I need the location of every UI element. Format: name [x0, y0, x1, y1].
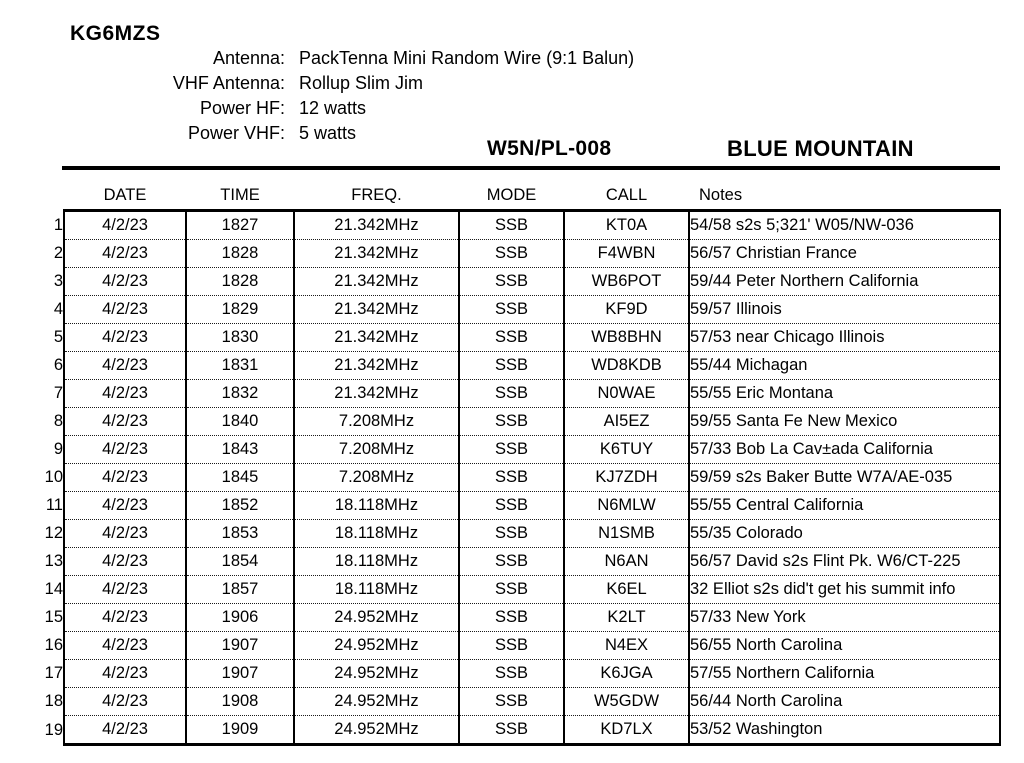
table-row	[28, 660, 1000, 688]
cell-date: 4/2/23	[64, 408, 186, 436]
cell-time: 1853	[186, 520, 294, 548]
row-index: 4	[53, 300, 63, 318]
cell-notes: 59/55 Santa Fe New Mexico	[689, 408, 1000, 436]
station-details	[70, 48, 950, 148]
cell-time: 1827	[186, 211, 294, 240]
cell-call: K2LT	[564, 604, 689, 632]
cell-date: 4/2/23	[64, 548, 186, 576]
cell-freq: 18.118MHz	[294, 548, 459, 576]
cell-time: 1840	[186, 408, 294, 436]
cell-call: WB6POT	[564, 268, 689, 296]
row-index: 6	[53, 356, 63, 374]
cell-date: 4/2/23	[64, 436, 186, 464]
table-row	[28, 464, 1000, 492]
cell-freq: 18.118MHz	[294, 520, 459, 548]
cell-date: 4/2/23	[64, 296, 186, 324]
cell-call: K6EL	[564, 576, 689, 604]
cell-notes: 56/55 North Carolina	[689, 632, 1000, 660]
cell-date: 4/2/23	[64, 688, 186, 716]
cell-freq: 7.208MHz	[294, 464, 459, 492]
cell-freq: 24.952MHz	[294, 660, 459, 688]
cell-date: 4/2/23	[64, 604, 186, 632]
cell-freq: 21.342MHz	[294, 380, 459, 408]
cell-freq: 21.342MHz	[294, 296, 459, 324]
cell-notes: 56/57 David s2s Flint Pk. W6/CT-225	[689, 548, 1000, 576]
log-table-container	[28, 182, 1000, 746]
column-header-time: TIME	[220, 186, 260, 204]
row-index: 1	[53, 215, 63, 234]
cell-date: 4/2/23	[64, 352, 186, 380]
cell-date: 4/2/23	[64, 520, 186, 548]
cell-time: 1852	[186, 492, 294, 520]
cell-time: 1854	[186, 548, 294, 576]
table-row	[28, 408, 1000, 436]
cell-date: 4/2/23	[64, 324, 186, 352]
cell-freq: 24.952MHz	[294, 688, 459, 716]
cell-mode: SSB	[459, 464, 564, 492]
cell-time: 1907	[186, 632, 294, 660]
cell-notes: 32 Elliot s2s did't get his summit info	[689, 576, 1000, 604]
table-row	[28, 296, 1000, 324]
table-row	[28, 324, 1000, 352]
cell-date: 4/2/23	[64, 240, 186, 268]
cell-notes: 55/55 Central California	[689, 492, 1000, 520]
power-hf-value: 12 watts	[299, 98, 367, 118]
cell-notes: 54/58 s2s 5;321' W05/NW-036	[689, 211, 1000, 240]
cell-notes: 57/33 New York	[689, 604, 1000, 632]
cell-mode: SSB	[459, 688, 564, 716]
cell-freq: 21.342MHz	[294, 324, 459, 352]
cell-notes: 56/57 Christian France	[689, 240, 1000, 268]
table-body	[28, 211, 1000, 745]
cell-time: 1907	[186, 660, 294, 688]
vhf-antenna-label: VHF Antenna:	[172, 73, 285, 93]
cell-date: 4/2/23	[64, 632, 186, 660]
cell-time: 1845	[186, 464, 294, 492]
cell-freq: 21.342MHz	[294, 352, 459, 380]
cell-call: K6TUY	[564, 436, 689, 464]
cell-mode: SSB	[459, 436, 564, 464]
table-row	[28, 548, 1000, 576]
row-index: 11	[45, 496, 63, 514]
summit-name: BLUE MOUNTAIN	[727, 136, 914, 161]
cell-notes: 59/44 Peter Northern California	[689, 268, 1000, 296]
table-row	[28, 604, 1000, 632]
cell-date: 4/2/23	[64, 380, 186, 408]
table-row	[28, 268, 1000, 296]
cell-time: 1830	[186, 324, 294, 352]
cell-call: KJ7ZDH	[564, 464, 689, 492]
cell-notes: 55/35 Colorado	[689, 520, 1000, 548]
cell-mode: SSB	[459, 240, 564, 268]
cell-call: F4WBN	[564, 240, 689, 268]
cell-freq: 24.952MHz	[294, 632, 459, 660]
cell-date: 4/2/23	[64, 576, 186, 604]
cell-call: KF9D	[564, 296, 689, 324]
vhf-antenna-value: Rollup Slim Jim	[299, 73, 424, 93]
cell-call: N1SMB	[564, 520, 689, 548]
detail-row-power-hf	[70, 98, 950, 123]
table-row	[28, 352, 1000, 380]
cell-time: 1829	[186, 296, 294, 324]
table-row	[28, 716, 1000, 745]
column-header-mode: MODE	[486, 186, 537, 204]
table-row	[28, 520, 1000, 548]
table-header	[28, 182, 1000, 211]
row-index: 13	[44, 552, 63, 570]
page-title: KG6MZS	[70, 22, 161, 45]
cell-mode: SSB	[459, 211, 564, 240]
cell-mode: SSB	[459, 408, 564, 436]
row-index: 18	[44, 692, 63, 710]
cell-notes: 57/53 near Chicago Illinois	[689, 324, 1000, 352]
antenna-value: PackTenna Mini Random Wire (9:1 Balun)	[299, 48, 635, 68]
table-row	[28, 211, 1000, 240]
column-header-notes: Notes	[699, 186, 743, 204]
cell-time: 1832	[186, 380, 294, 408]
cell-time: 1857	[186, 576, 294, 604]
cell-mode: SSB	[459, 268, 564, 296]
header-row	[28, 182, 1000, 209]
column-header-index	[28, 182, 64, 209]
cell-freq: 24.952MHz	[294, 716, 459, 745]
row-index: 5	[53, 328, 63, 346]
cell-mode: SSB	[459, 632, 564, 660]
column-header-date: DATE	[103, 186, 147, 204]
cell-mode: SSB	[459, 576, 564, 604]
cell-call: K6JGA	[564, 660, 689, 688]
row-index: 8	[53, 412, 63, 430]
cell-date: 4/2/23	[64, 660, 186, 688]
cell-date: 4/2/23	[64, 268, 186, 296]
cell-date: 4/2/23	[64, 211, 186, 240]
cell-mode: SSB	[459, 352, 564, 380]
cell-call: WB8BHN	[564, 324, 689, 352]
row-index: 7	[53, 384, 63, 402]
cell-notes: 55/44 Michagan	[689, 352, 1000, 380]
cell-time: 1831	[186, 352, 294, 380]
cell-mode: SSB	[459, 548, 564, 576]
cell-call: KD7LX	[564, 716, 689, 745]
cell-notes: 59/57 Illinois	[689, 296, 1000, 324]
cell-freq: 21.342MHz	[294, 211, 459, 240]
cell-mode: SSB	[459, 716, 564, 745]
row-index: 14	[44, 580, 63, 598]
cell-freq: 21.342MHz	[294, 240, 459, 268]
cell-notes: 57/33 Bob La Cav±ada California	[689, 436, 1000, 464]
row-index: 12	[44, 524, 63, 542]
row-index: 17	[44, 664, 63, 682]
cell-time: 1906	[186, 604, 294, 632]
power-vhf-value: 5 watts	[299, 123, 357, 143]
cell-mode: SSB	[459, 296, 564, 324]
cell-date: 4/2/23	[64, 492, 186, 520]
row-index: 15	[44, 608, 63, 626]
cell-time: 1843	[186, 436, 294, 464]
cell-mode: SSB	[459, 492, 564, 520]
cell-mode: SSB	[459, 604, 564, 632]
cell-mode: SSB	[459, 660, 564, 688]
cell-freq: 7.208MHz	[294, 436, 459, 464]
table-row	[28, 240, 1000, 268]
table-row	[28, 492, 1000, 520]
cell-mode: SSB	[459, 380, 564, 408]
table-row	[28, 632, 1000, 660]
cell-call: N6AN	[564, 548, 689, 576]
cell-call: N6MLW	[564, 492, 689, 520]
summit-reference: W5N/PL-008	[487, 137, 612, 160]
power-vhf-label: Power VHF:	[187, 123, 285, 143]
cell-call: AI5EZ	[564, 408, 689, 436]
row-index: 19	[44, 720, 63, 739]
column-header-call: CALL	[605, 186, 648, 204]
antenna-label: Antenna:	[212, 48, 285, 68]
cell-time: 1828	[186, 240, 294, 268]
cell-notes: 59/59 s2s Baker Butte W7A/AE-035	[689, 464, 1000, 492]
cell-notes: 53/52 Washington	[689, 716, 1000, 745]
cell-date: 4/2/23	[64, 716, 186, 745]
detail-row-vhf-antenna	[70, 73, 950, 98]
column-header-freq: FREQ.	[351, 186, 402, 204]
row-index: 10	[44, 468, 63, 486]
table-row	[28, 688, 1000, 716]
table-row	[28, 380, 1000, 408]
cell-freq: 24.952MHz	[294, 604, 459, 632]
row-index: 9	[53, 440, 63, 458]
cell-call: N4EX	[564, 632, 689, 660]
row-index: 3	[53, 272, 63, 290]
detail-row-antenna	[70, 48, 950, 73]
cell-freq: 18.118MHz	[294, 576, 459, 604]
cell-date: 4/2/23	[64, 464, 186, 492]
table-row	[28, 576, 1000, 604]
cell-call: KT0A	[564, 211, 689, 240]
cell-notes: 56/44 North Carolina	[689, 688, 1000, 716]
cell-freq: 21.342MHz	[294, 268, 459, 296]
cell-time: 1909	[186, 716, 294, 745]
power-hf-label: Power HF:	[199, 98, 285, 118]
cell-call: W5GDW	[564, 688, 689, 716]
cell-notes: 57/55 Northern California	[689, 660, 1000, 688]
header-divider	[62, 166, 1000, 170]
table-row	[28, 436, 1000, 464]
cell-call: WD8KDB	[564, 352, 689, 380]
cell-freq: 7.208MHz	[294, 408, 459, 436]
cell-time: 1908	[186, 688, 294, 716]
cell-notes: 55/55 Eric Montana	[689, 380, 1000, 408]
cell-freq: 18.118MHz	[294, 492, 459, 520]
row-index: 16	[44, 636, 63, 654]
cell-mode: SSB	[459, 520, 564, 548]
cell-mode: SSB	[459, 324, 564, 352]
row-index: 2	[53, 244, 63, 262]
cell-call: N0WAE	[564, 380, 689, 408]
log-table	[28, 182, 1001, 746]
cell-time: 1828	[186, 268, 294, 296]
